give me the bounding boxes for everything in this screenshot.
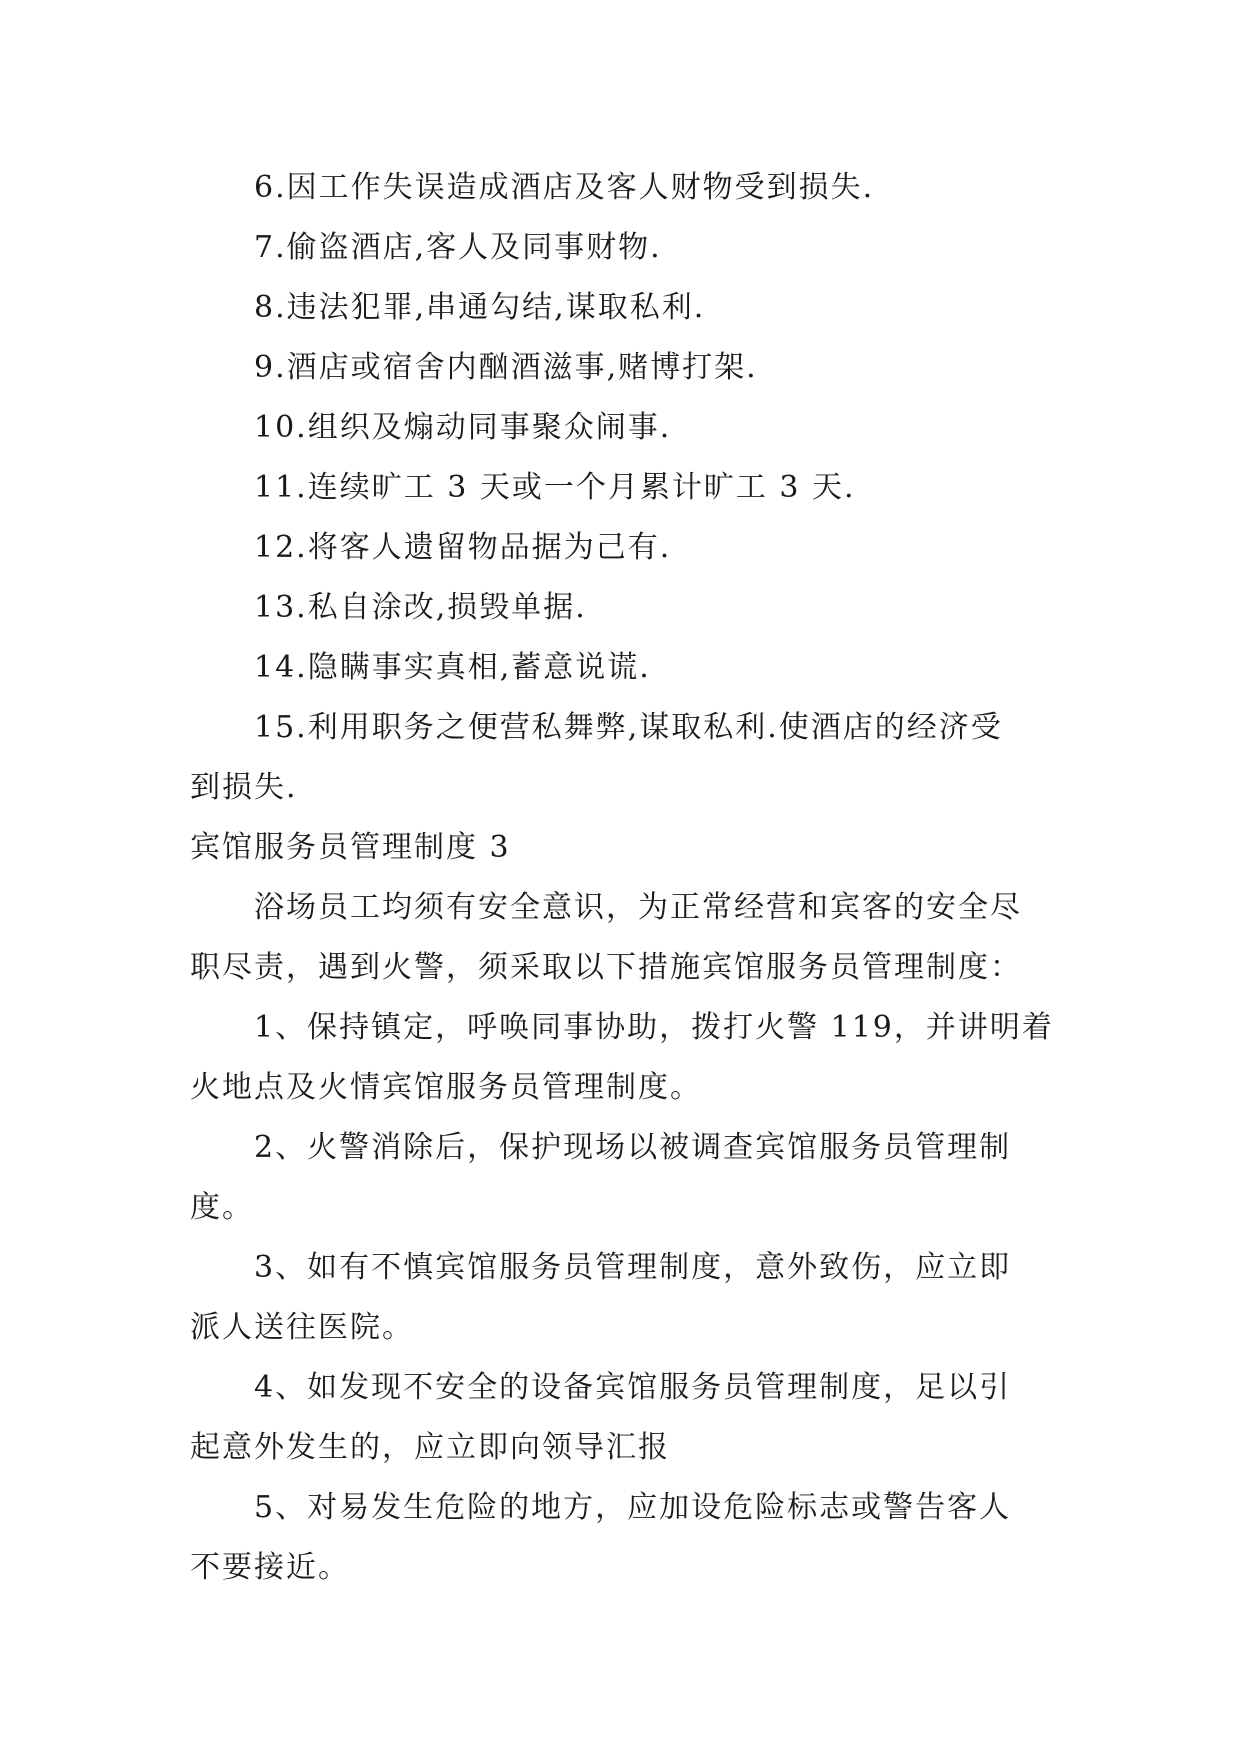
section-heading: 宾馆服务员管理制度 3 — [190, 830, 511, 865]
text-line: 6.因工作失误造成酒店及客人财物受到损失. — [254, 170, 875, 205]
text-line: 5、对易发生危险的地方，应加设危险标志或警告客人 — [254, 1490, 1012, 1525]
text-line: 15.利用职务之便营私舞弊,谋取私利.使酒店的经济受 — [254, 710, 1003, 745]
text-line: 4、如发现不安全的设备宾馆服务员管理制度，足以引 — [254, 1370, 1012, 1405]
text-line: 浴场员工均须有安全意识，为正常经营和宾客的安全尽 — [254, 890, 1022, 925]
text-line: 到损失. — [190, 770, 298, 805]
text-line: 不要接近。 — [190, 1550, 350, 1585]
text-line: 7.偷盗酒店,客人及同事财物. — [254, 230, 662, 265]
text-line: 14.隐瞒事实真相,蓄意说谎. — [254, 650, 651, 685]
text-line: 火地点及火情宾馆服务员管理制度。 — [190, 1070, 702, 1105]
text-line: 11.连续旷工 3 天或一个月累计旷工 3 天. — [254, 470, 856, 505]
text-line: 9.酒店或宿舍内酗酒滋事,赌博打架. — [254, 350, 758, 385]
text-line: 起意外发生的，应立即向领导汇报 — [190, 1430, 670, 1465]
text-line: 2、火警消除后，保护现场以被调查宾馆服务员管理制 — [254, 1130, 1012, 1165]
text-line: 派人送往医院。 — [190, 1310, 414, 1345]
text-line: 8.违法犯罪,串通勾结,谋取私利. — [254, 290, 706, 325]
text-line: 13.私自涂改,损毁单据. — [254, 590, 587, 625]
text-line: 12.将客人遗留物品据为己有. — [254, 530, 672, 565]
text-line: 10.组织及煽动同事聚众闹事. — [254, 410, 672, 445]
text-line: 3、如有不慎宾馆服务员管理制度，意外致伤，应立即 — [254, 1250, 1012, 1285]
text-line: 职尽责，遇到火警，须采取以下措施宾馆服务员管理制度： — [190, 950, 1022, 985]
text-line: 度。 — [190, 1190, 254, 1225]
document-body — [190, 158, 1065, 1598]
text-line: 1、保持镇定，呼唤同事协助，拨打火警 119，并讲明着 — [254, 1010, 1054, 1045]
